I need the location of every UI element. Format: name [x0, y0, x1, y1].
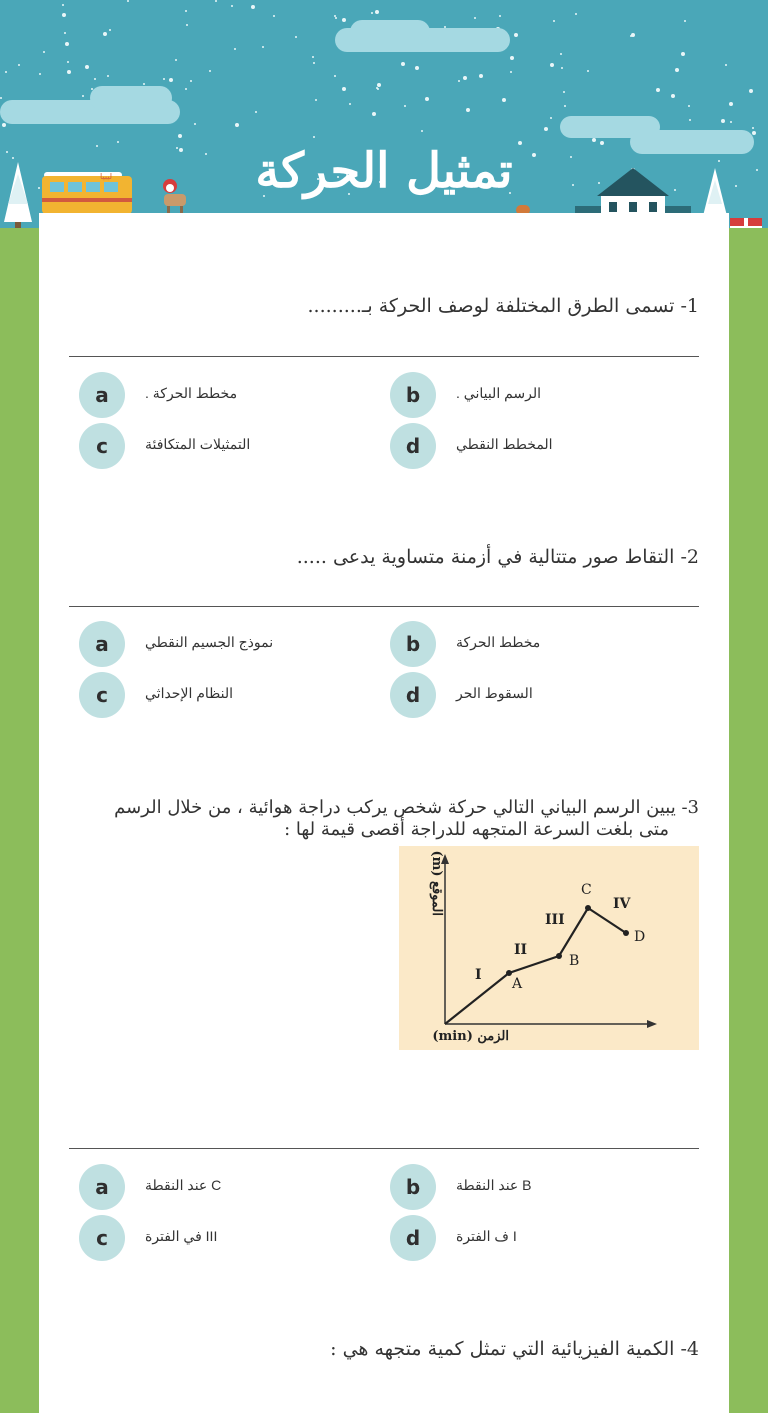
- option-letter-d: d: [390, 672, 436, 718]
- snowflake: [688, 105, 690, 107]
- option-text: . الرسم البياني: [456, 385, 542, 401]
- position-time-graph: [399, 846, 699, 1050]
- interval-label-2: II: [514, 942, 528, 958]
- interval-label-3: III: [545, 912, 565, 928]
- snowflake: [689, 119, 691, 121]
- bus-icon: [40, 168, 136, 218]
- snowflake: [85, 65, 89, 69]
- snowflake: [499, 15, 501, 17]
- snowflake: [255, 111, 257, 113]
- point-label-c: C: [581, 882, 592, 898]
- snowflake: [401, 62, 405, 66]
- option-letter-a: a: [79, 372, 125, 418]
- question-3: [69, 797, 699, 841]
- snowflake: [43, 51, 45, 53]
- option-letter-a: a: [79, 1164, 125, 1210]
- snowflake: [185, 10, 187, 12]
- option-letter-a: a: [79, 621, 125, 667]
- option-letter-c: c: [79, 672, 125, 718]
- option-text: عند النقطة C: [145, 1177, 222, 1193]
- y-axis-label: الموقع (m): [429, 850, 444, 916]
- option-a[interactable]: [79, 621, 369, 667]
- x-axis-label: الزمن (min): [432, 1029, 509, 1044]
- snowflake: [563, 91, 565, 93]
- point-label-b: B: [569, 953, 580, 969]
- point-label-a: A: [512, 976, 523, 992]
- snowflake: [342, 87, 346, 91]
- snowflake: [231, 5, 233, 7]
- option-text: نموذج الجسيم النقطي: [145, 634, 274, 650]
- snowflake: [684, 20, 686, 22]
- snowflake: [372, 112, 376, 116]
- option-letter-b: b: [390, 621, 436, 667]
- snowflake: [510, 71, 512, 73]
- snowflake: [109, 29, 111, 31]
- option-text: مخطط الحركة: [456, 634, 541, 650]
- snowflake: [730, 121, 732, 123]
- snowflake: [335, 17, 337, 19]
- snowflake: [185, 88, 187, 90]
- snowflake: [178, 134, 182, 138]
- snowflake: [209, 70, 211, 72]
- option-letter-c: c: [79, 423, 125, 469]
- option-text: عند النقطة B: [456, 1177, 532, 1193]
- answer-divider: [69, 1148, 699, 1149]
- option-a[interactable]: [79, 1164, 369, 1210]
- option-text: في الفترة III: [145, 1228, 218, 1244]
- snowflake: [315, 99, 317, 101]
- snowflake: [2, 123, 6, 127]
- snowflake: [377, 88, 379, 90]
- header-banner: [0, 0, 768, 240]
- snowflake: [190, 80, 192, 82]
- option-d[interactable]: [390, 423, 680, 469]
- snowflake: [62, 4, 64, 6]
- snowflake: [463, 76, 467, 80]
- question-4: 4- الكمية الفيزيائية التي تمثل كمية متجهه هي :: [330, 1338, 699, 1360]
- snowflake: [163, 78, 165, 80]
- snowflake: [215, 0, 217, 2]
- point-label-d: D: [634, 929, 646, 945]
- snowflake: [67, 61, 69, 63]
- snowflake: [273, 15, 275, 17]
- option-b[interactable]: [390, 621, 680, 667]
- answer-divider: [69, 606, 699, 607]
- snowflake: [67, 70, 71, 74]
- snowflake: [39, 73, 41, 75]
- option-b[interactable]: [390, 1164, 680, 1210]
- interval-label-1: I: [475, 967, 482, 983]
- snowflake: [681, 52, 685, 56]
- snowflake: [656, 88, 660, 92]
- question-3-line-1: 3- يبين الرسم البياني التالي حركة شخص يركب دراجة هوائية ، من خلال الرسم: [114, 797, 699, 818]
- snowflake: [587, 70, 589, 72]
- snowflake: [251, 5, 255, 9]
- option-b[interactable]: [390, 372, 680, 418]
- snowflake: [550, 117, 552, 119]
- snowflake: [194, 123, 196, 125]
- snowflake: [371, 12, 373, 14]
- snowflake: [103, 32, 107, 36]
- snowflake: [94, 78, 96, 80]
- snowflake: [671, 94, 675, 98]
- snowflake: [544, 127, 548, 131]
- bus-sign: ليبيا: [100, 172, 113, 181]
- snowflake: [334, 75, 336, 77]
- snowflake: [175, 59, 177, 61]
- snowflake: [675, 68, 679, 72]
- snowflake: [342, 18, 346, 22]
- snowflake: [0, 97, 2, 99]
- page-title: تمثيل الحركة: [255, 143, 513, 200]
- interval-label-4: IV: [613, 896, 631, 912]
- option-text: التمثيلات المتكافئة: [145, 436, 251, 452]
- cloud-icon: [350, 20, 430, 44]
- worksheet-card: [39, 213, 729, 1413]
- question-1: 1- تسمى الطرق المختلفة لوصف الحركة بـ.........: [307, 295, 699, 317]
- snowflake: [235, 123, 239, 127]
- snowflake: [415, 66, 419, 70]
- option-letter-b: b: [390, 1164, 436, 1210]
- snowflake: [234, 48, 236, 50]
- answer-divider: [69, 356, 699, 357]
- snowflake: [721, 119, 725, 123]
- option-letter-d: d: [390, 1215, 436, 1261]
- snowflake: [752, 131, 756, 135]
- snowflake: [127, 0, 129, 2]
- snowflake: [349, 103, 351, 105]
- snowflake: [375, 10, 379, 14]
- snowflake: [564, 105, 566, 107]
- santa-reindeer-icon: [158, 176, 194, 216]
- snowflake: [295, 36, 297, 38]
- snowflake: [186, 24, 188, 26]
- snowflake: [560, 53, 562, 55]
- snowflake: [575, 13, 577, 15]
- snowflake: [169, 78, 173, 82]
- snowflake: [502, 98, 506, 102]
- option-text: المخطط النقطي: [456, 436, 553, 452]
- snowflake: [64, 32, 66, 34]
- option-c[interactable]: [79, 672, 369, 718]
- snowflake: [18, 64, 20, 66]
- cloud-icon: [90, 86, 172, 110]
- snowflake: [749, 89, 753, 93]
- snowflake: [752, 127, 754, 129]
- option-letter-c: c: [79, 1215, 125, 1261]
- snowflake: [729, 102, 733, 106]
- question-3-line-2: متى بلغت السرعة المتجهه للدراجة أقصى قيمة لها :: [284, 819, 669, 840]
- option-d[interactable]: [390, 672, 680, 718]
- snowflake: [107, 75, 109, 77]
- snowflake: [561, 67, 563, 69]
- option-c[interactable]: [79, 1215, 369, 1261]
- house-icon: [575, 168, 691, 218]
- snowflake: [5, 71, 7, 73]
- question-2: 2- التقاط صور متتالية في أزمنة متساوية يدعى .....: [296, 546, 699, 568]
- snowflake: [466, 108, 470, 112]
- option-text: . مخطط الحركة: [145, 385, 238, 401]
- option-text: ف الفترة I: [456, 1228, 517, 1244]
- snowflake: [334, 15, 336, 17]
- snowflake: [313, 62, 315, 64]
- option-letter-b: b: [390, 372, 436, 418]
- snowflake: [458, 80, 460, 82]
- option-text: السقوط الحر: [456, 685, 533, 701]
- option-letter-d: d: [390, 423, 436, 469]
- snowflake: [62, 13, 66, 17]
- snowflake: [262, 46, 264, 48]
- option-text: النظام الإحداثي: [145, 685, 234, 701]
- snowflake: [725, 64, 727, 66]
- snowflake: [514, 33, 518, 37]
- snowflake: [143, 83, 145, 85]
- snowflake: [421, 130, 423, 132]
- option-d[interactable]: [390, 1215, 680, 1261]
- snowflake: [82, 95, 84, 97]
- snowflake: [474, 17, 476, 19]
- snowflake: [312, 56, 314, 58]
- snowflake: [377, 83, 381, 87]
- snowflake: [630, 35, 632, 37]
- snowflake: [313, 136, 315, 138]
- snowy-tree-icon: [0, 160, 36, 232]
- snowflake: [550, 63, 554, 67]
- snowflake: [404, 105, 406, 107]
- option-c[interactable]: [79, 423, 369, 469]
- snowflake: [510, 56, 514, 60]
- snowflake: [425, 97, 429, 101]
- snowflake: [479, 74, 483, 78]
- option-a[interactable]: [79, 372, 369, 418]
- snowflake: [553, 20, 555, 22]
- snowflake: [65, 42, 69, 46]
